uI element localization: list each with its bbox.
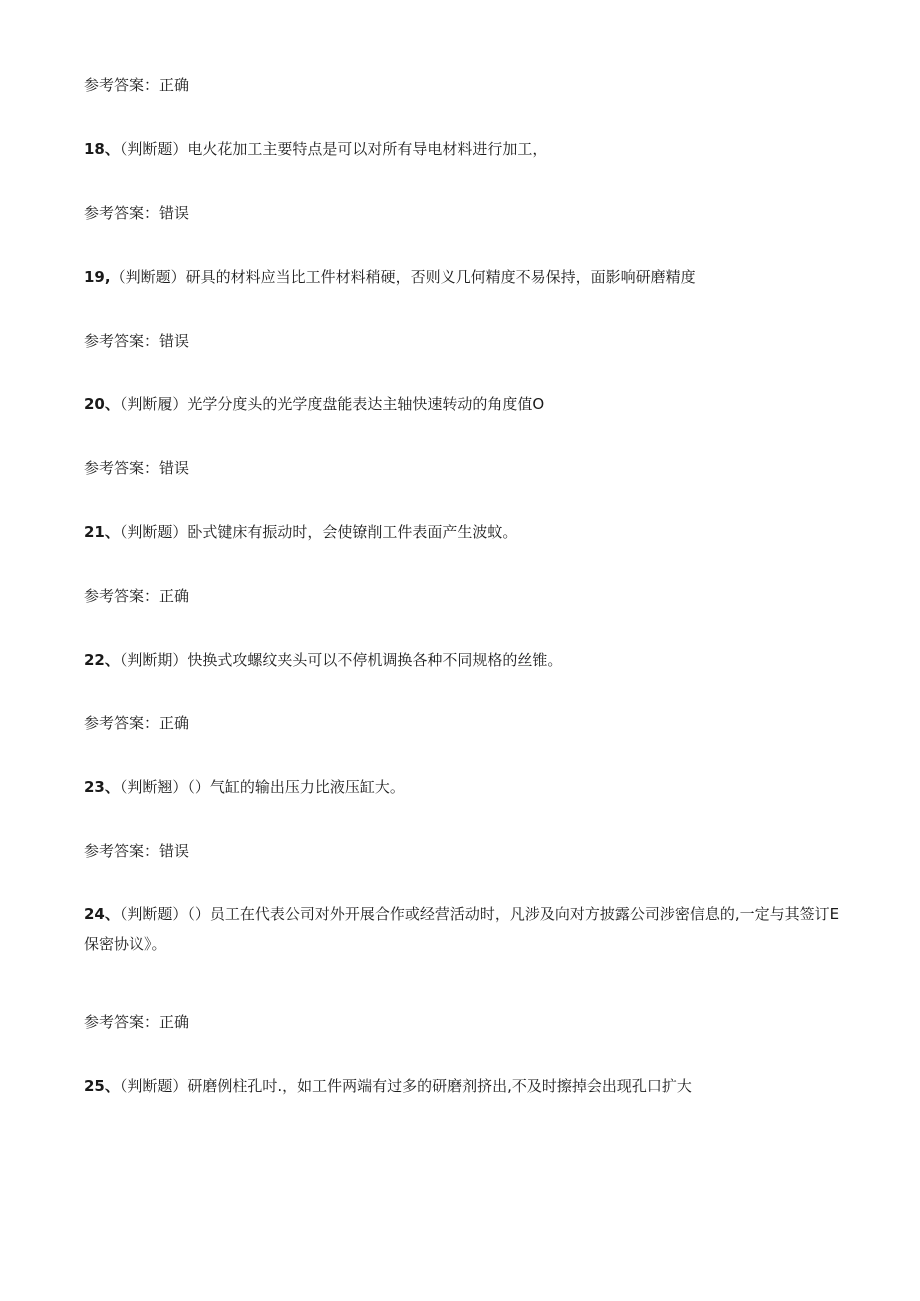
question-line (84, 139, 844, 159)
question-text: （判断翘）（）气缸的输出压力比液压缸大。 (119, 778, 405, 796)
answer-line (84, 1012, 844, 1032)
answer-line (84, 841, 844, 861)
question-line (84, 899, 844, 959)
answer-line (84, 458, 844, 478)
answer-text: 参考答案：错误 (84, 842, 190, 860)
answer-line (84, 713, 844, 733)
answer-line (84, 586, 844, 606)
question-number: 23、 (84, 778, 120, 796)
question-text: （判断履）光学分度头的光学度盘能表达主轴快速转动的角度值O (119, 395, 545, 413)
question-number: 19, (84, 268, 111, 286)
question-number: 18、 (84, 140, 120, 158)
question-text: （判断题）研具的材料应当比工件材料稍硬，否则义几何精度不易保持，面影响研磨精度 (110, 268, 696, 286)
answer-text: 参考答案：正确 (84, 714, 190, 732)
question-text: （判断题）（）员工在代表公司对外开展合作或经营活动时，凡涉及向对方披露公司涉密信息的,一定与其签订E保密协议》。 (84, 905, 840, 953)
question-text: （判断期）快换式攻螺纹夹头可以不停机调换各种不同规格的丝锥。 (119, 651, 563, 669)
answer-line (84, 331, 844, 351)
question-line (84, 777, 844, 797)
answer-text: 参考答案：错误 (84, 332, 190, 350)
question-line (84, 1076, 844, 1096)
answer-text: 参考答案：错误 (84, 459, 190, 477)
answer-line (84, 75, 844, 95)
question-number: 22、 (84, 651, 120, 669)
answer-text: 参考答案：正确 (84, 1013, 190, 1031)
answer-text: 参考答案：正确 (84, 76, 190, 94)
question-text: （判断题）卧式键床有振动时，会使镣削工件表面产生波蚊。 (119, 523, 518, 541)
question-number: 21、 (84, 523, 120, 541)
question-number: 25、 (84, 1077, 120, 1095)
question-line (84, 650, 844, 670)
answer-text: 参考答案：正确 (84, 587, 190, 605)
question-number: 20、 (84, 395, 120, 413)
answer-line (84, 203, 844, 223)
question-number: 24、 (84, 905, 120, 923)
question-line (84, 522, 844, 542)
question-line (84, 394, 844, 414)
question-line (84, 267, 844, 287)
answer-text: 参考答案：错误 (84, 204, 190, 222)
question-text: （判断题）电火花加工主要特点是可以对所有导电材料进行加工， (119, 140, 548, 158)
question-text: （判断题）研磨例柱孔吋.，如工件两端有过多的研磨剂挤出,不及时擦掉会出现孔口扩大 (119, 1077, 692, 1095)
